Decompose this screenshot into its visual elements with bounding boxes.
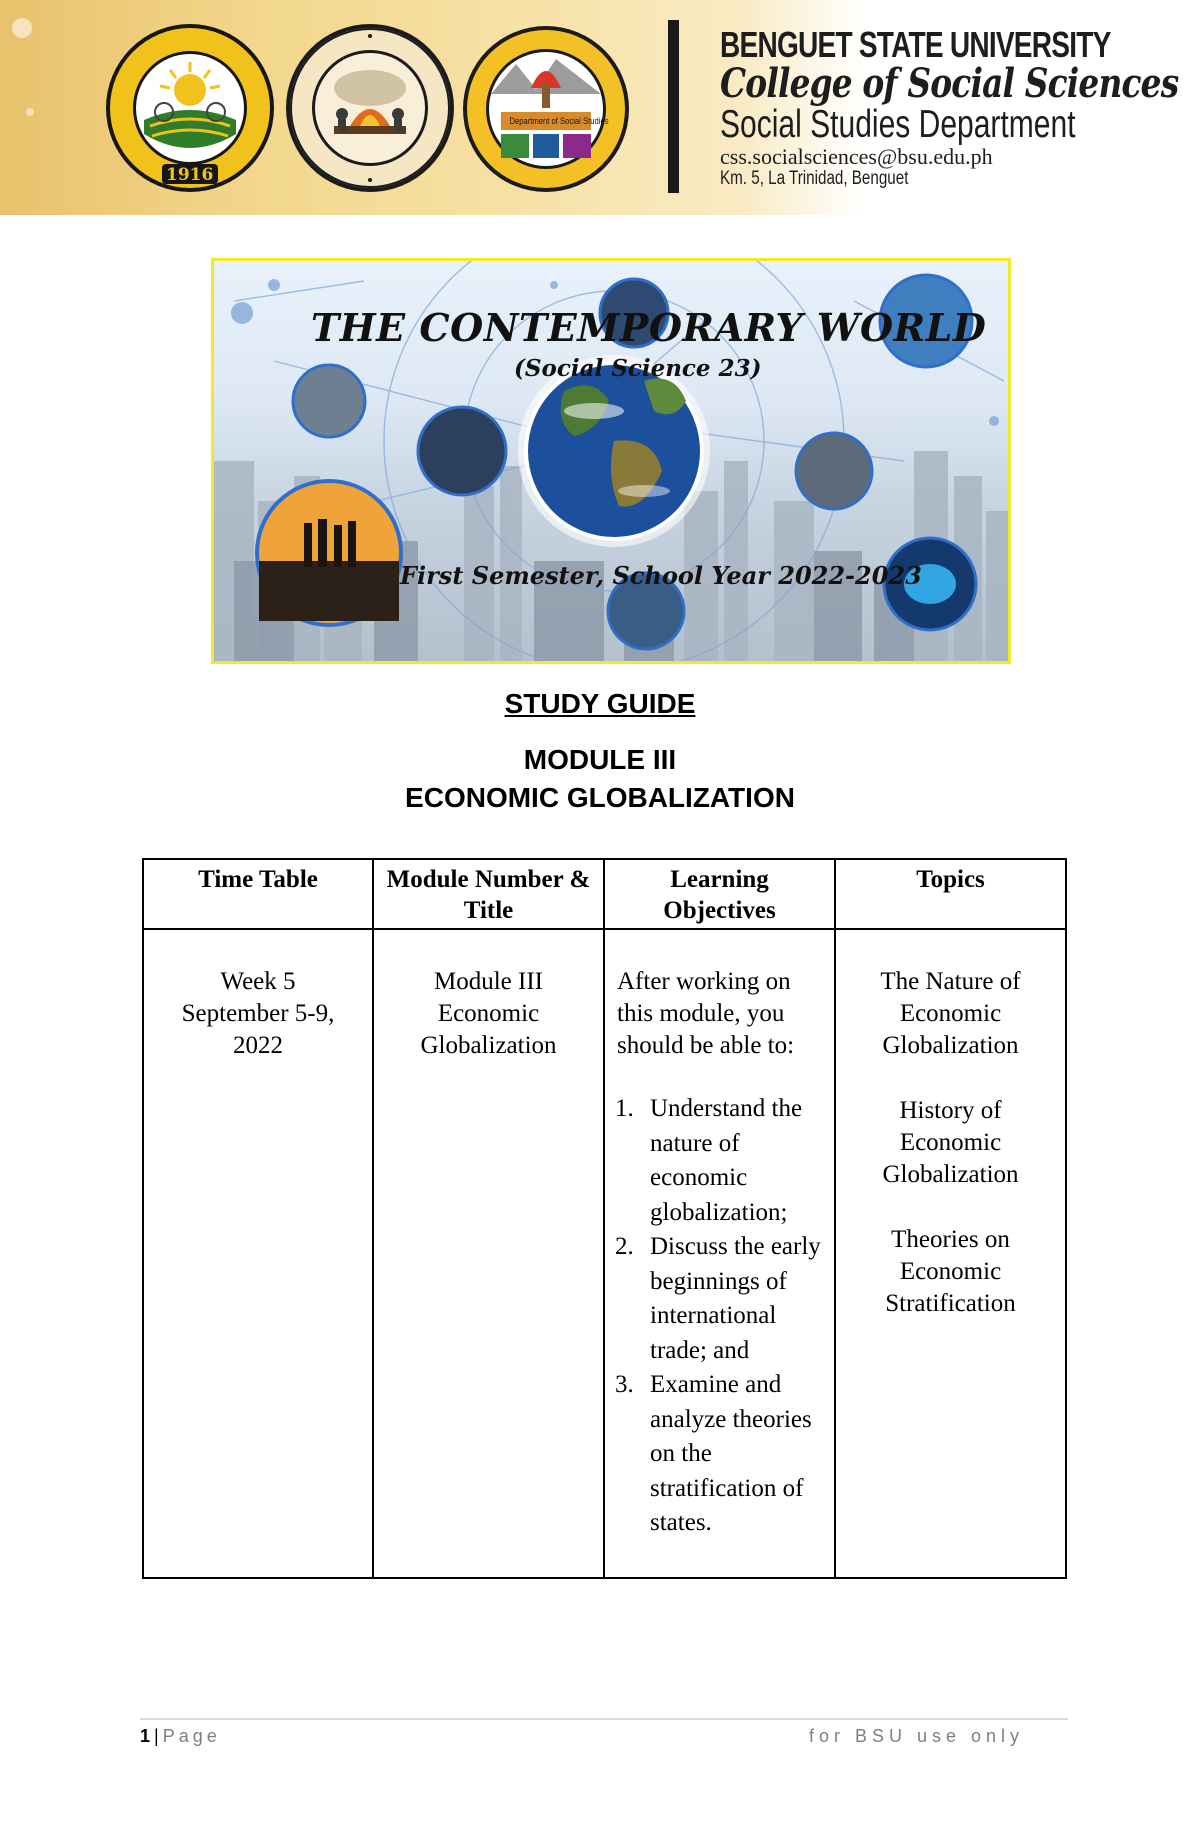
bsu-seal-year: 1916 — [166, 165, 214, 185]
topic-item: The Nature of Economic Globalization — [880, 968, 1021, 1059]
module-number-heading: MODULE III — [523, 744, 677, 775]
objective-number: 1. — [615, 1095, 634, 1122]
university-name: BENGUET STATE UNIVERSITY — [720, 24, 1111, 65]
module-overview-table — [142, 858, 1067, 1579]
cover-semester: First Semester, School Year 2022-2023 — [400, 561, 922, 590]
time-table-cell — [143, 929, 373, 1578]
page-separator: | — [154, 1726, 159, 1746]
column-header-module: Module Number & Title — [373, 859, 604, 929]
topics-cell — [835, 929, 1066, 1578]
campus-address: Km. 5, La Trinidad, Benguet — [720, 168, 909, 189]
objective-text: Examine and analyze theories on the stratification of states. — [650, 1371, 812, 1536]
contact-email: css.socialsciences@bsu.edu.ph — [720, 144, 993, 169]
module-title-line-1: Economic — [437, 1000, 540, 1027]
objective-number: 3. — [615, 1371, 634, 1398]
department-name: Social Studies Department — [720, 103, 1076, 146]
objective-text: Understand the nature of economic globalization; — [650, 1095, 803, 1226]
header-divider — [668, 20, 679, 193]
column-header-objectives: Learning Objectives — [604, 859, 835, 929]
department-seal-logo — [461, 24, 631, 194]
letterhead-banner — [0, 0, 1200, 215]
topic-item: History of Economic Globalization — [882, 1097, 1019, 1188]
column-header-topics: Topics — [835, 859, 1066, 929]
list-item — [615, 1368, 824, 1541]
footer-divider — [140, 1718, 1068, 1720]
college-seal-logo — [284, 22, 456, 194]
page-word: Page — [162, 1726, 221, 1746]
module-number: Module III — [434, 968, 543, 995]
page-number-value: 1 — [140, 1726, 151, 1746]
week-label: Week 5 — [220, 968, 296, 995]
date-range: September 5-9, — [181, 1000, 335, 1027]
college-name: College of Social Sciences — [720, 60, 1179, 107]
list-item — [615, 1092, 824, 1230]
cover-title: THE CONTEMPORARY WORLD — [311, 305, 987, 350]
objectives-intro: After working on this module, you should be able to: — [617, 968, 795, 1059]
usage-note: for BSU use only — [808, 1726, 1024, 1746]
objectives-list — [615, 1092, 824, 1541]
module-title-heading: ECONOMIC GLOBALIZATION — [405, 782, 795, 813]
department-seal-label: Department of Social Studies — [509, 116, 609, 126]
cover-subtitle: (Social Science 23) — [514, 355, 762, 382]
list-item — [615, 1230, 824, 1368]
module-title-line-2: Globalization — [420, 1032, 557, 1059]
study-guide-heading: STUDY GUIDE — [504, 688, 696, 719]
objective-text: Discuss the early beginnings of international trade; and — [650, 1233, 821, 1364]
year-label: 2022 — [233, 1032, 283, 1059]
table-row — [143, 929, 1066, 1578]
table-header-row — [143, 859, 1066, 929]
course-cover-image — [211, 258, 1011, 664]
column-header-time-table: Time Table — [143, 859, 373, 929]
module-cell — [373, 929, 604, 1578]
page-number — [140, 1726, 221, 1747]
topic-item: Theories on Economic Stratification — [885, 1226, 1016, 1317]
objectives-cell — [604, 929, 835, 1578]
objective-number: 2. — [615, 1233, 634, 1260]
